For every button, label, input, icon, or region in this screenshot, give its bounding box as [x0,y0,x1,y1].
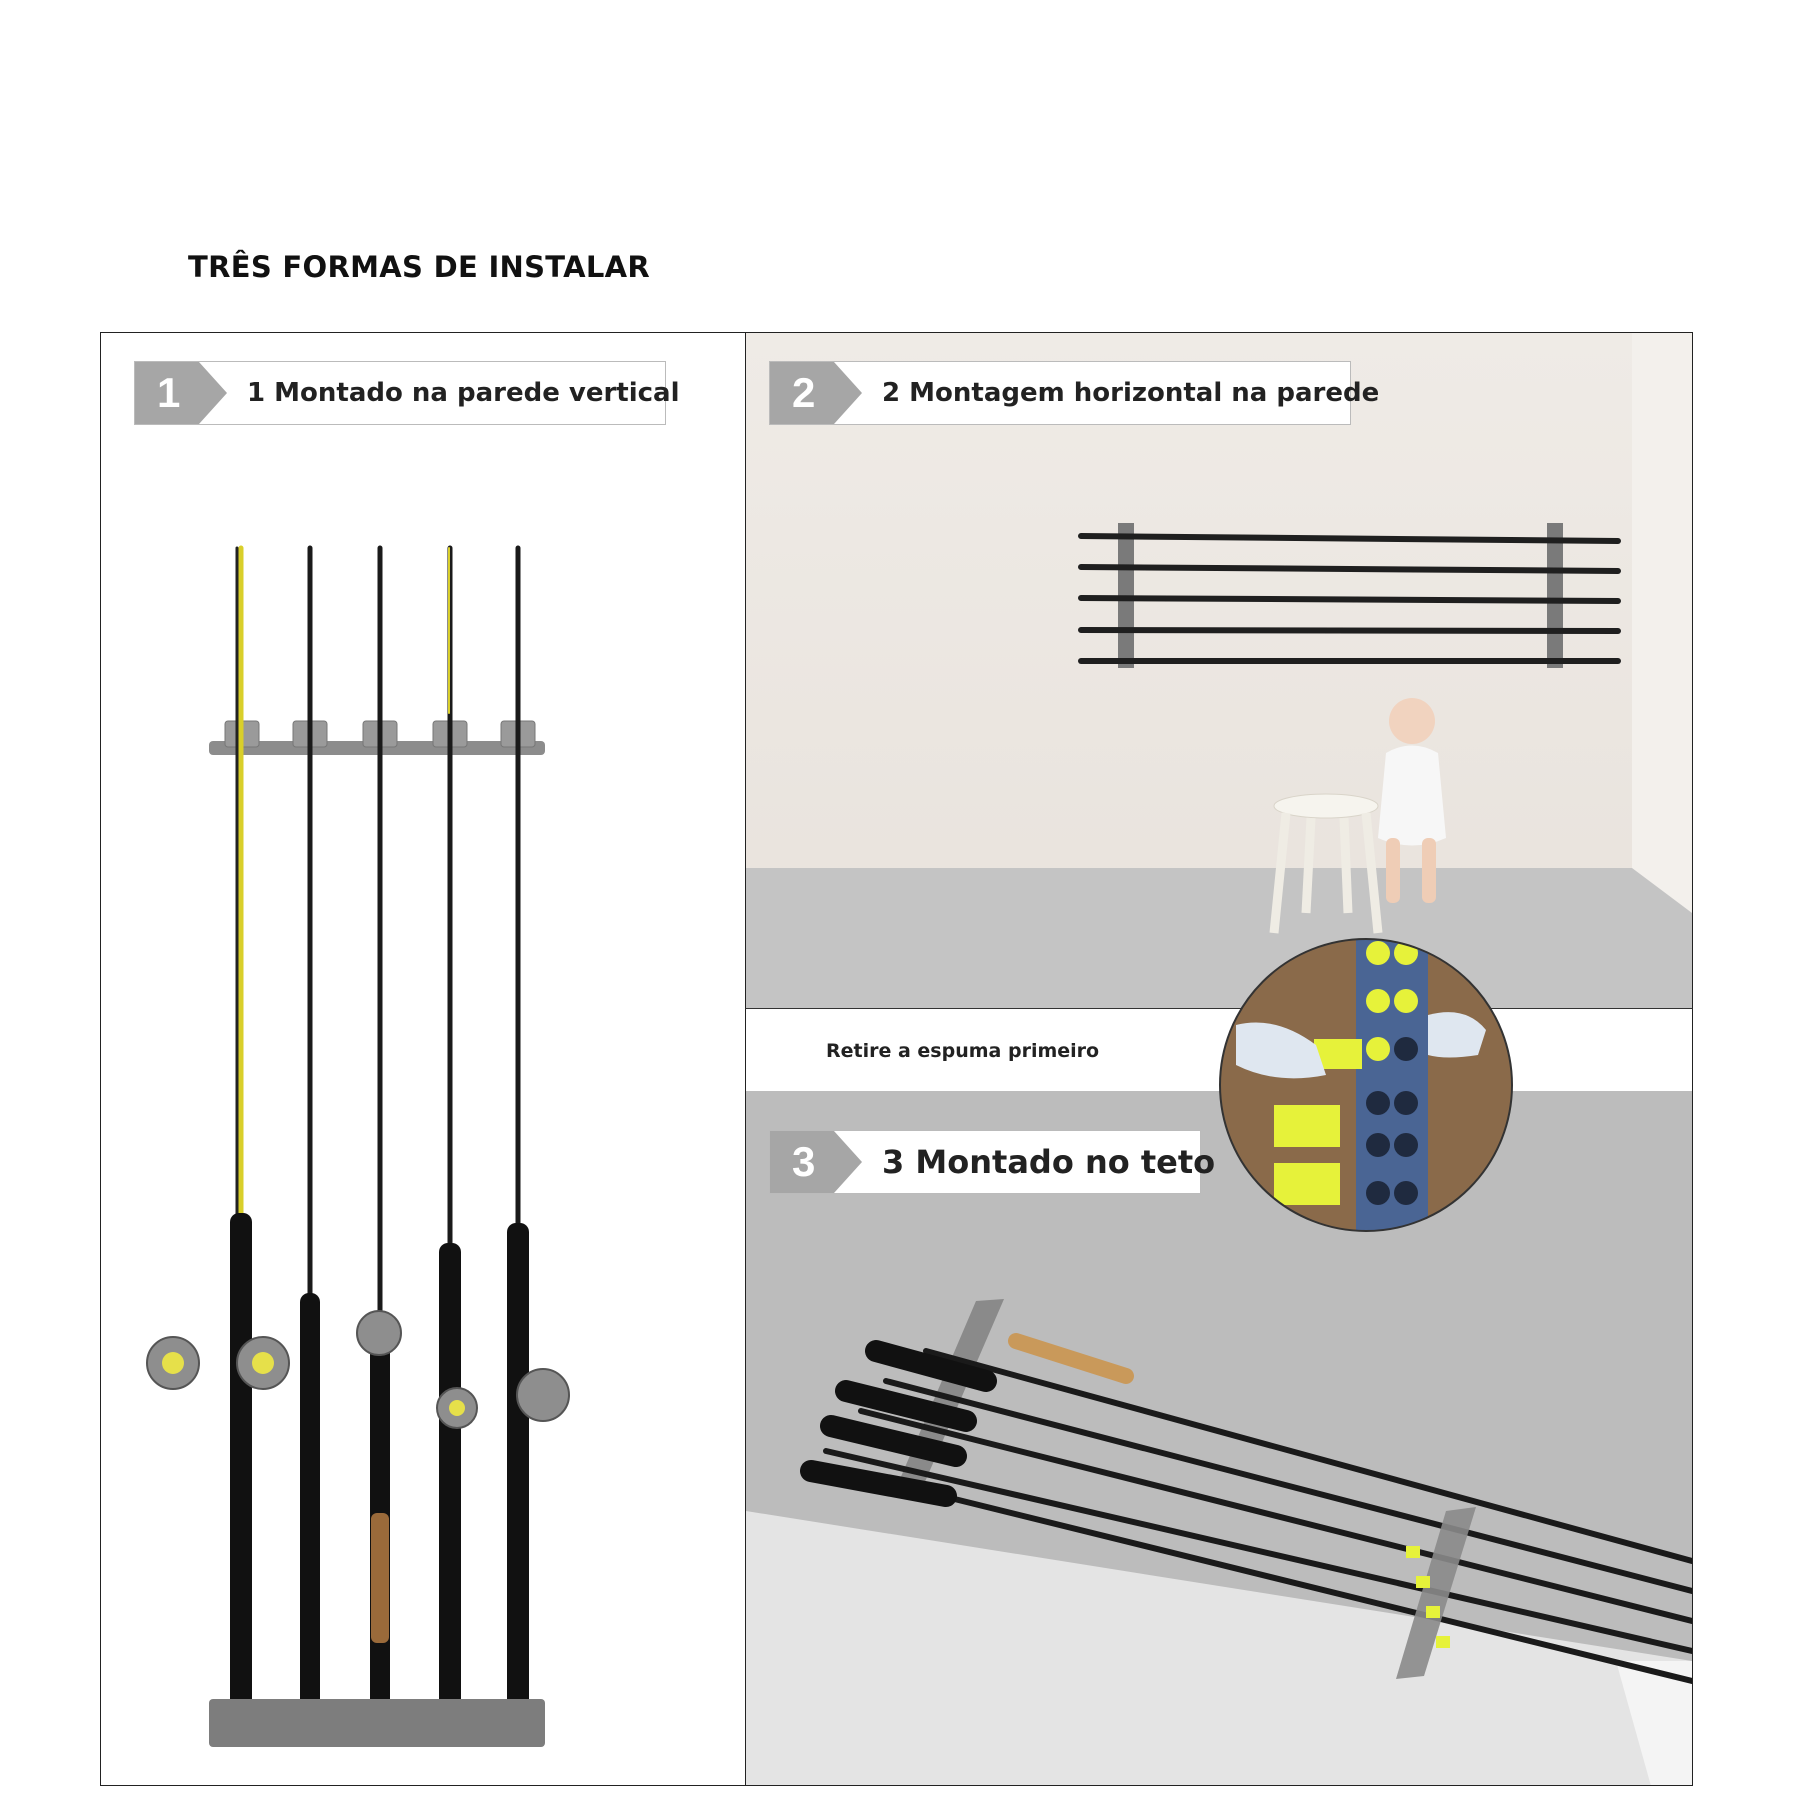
bottom-base [209,1699,545,1747]
method-2-label: 2 Montagem horizontal na parede [882,378,1380,408]
vertical-rack-illustration [101,333,745,1785]
panel-vertical-wall [100,332,746,1786]
method-3-label: 3 Montado no teto [882,1143,1216,1181]
step-arrow-icon [770,362,862,424]
method-3-badge [769,1130,1216,1194]
foam-removal-inset [1216,935,1516,1235]
step-arrow-icon [770,1131,862,1193]
method-2-number: 2 [792,369,816,416]
method-3-number: 3 [792,1138,816,1185]
page-title: TRÊS FORMAS DE INSTALAR [188,250,651,284]
method-1-number: 1 [157,369,181,416]
method-1-label: 1 Montado na parede vertical [247,378,680,408]
foam-note-label: Retire a espuma primeiro [826,1040,1100,1062]
panel-horizontal-wall [745,332,1693,1008]
horizontal-rack-scene [746,333,1692,1008]
method-2-badge [769,361,1380,425]
